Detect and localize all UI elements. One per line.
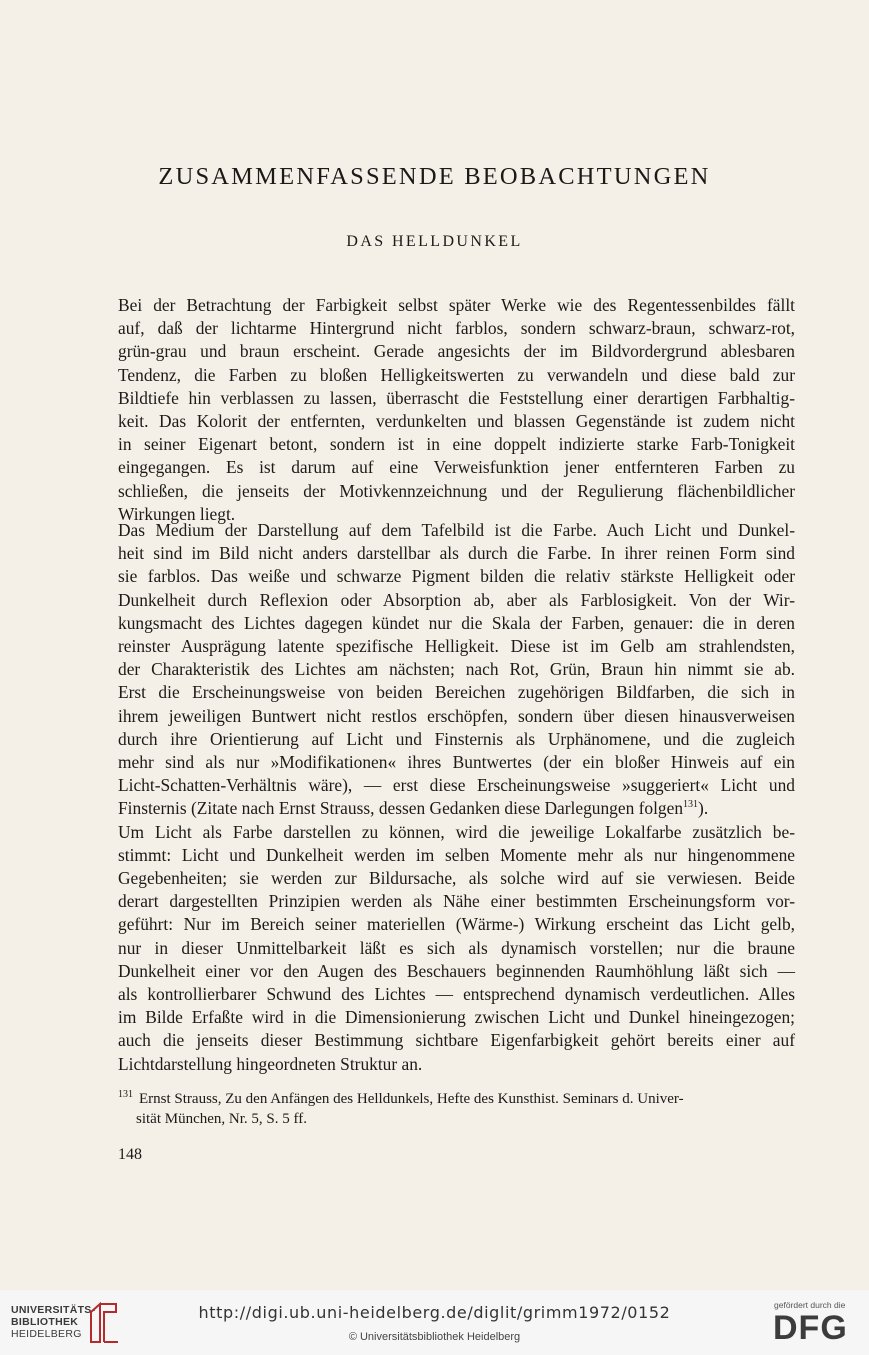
text-line: Wirkungen liegt. [118,503,236,524]
footnote-number: 131 [118,1089,133,1100]
page-number: 148 [118,1146,142,1163]
paragraph-1-text [118,294,795,526]
text-line: kungsmacht des Lichtes dagegen kündet nur die Skala der Farben, genauer: die in deren [118,612,795,633]
text-line: geführt: Nur im Bereich seiner materiellen (Wärme-) Wirkung erscheint das Licht gelb, [118,914,795,935]
text-line: als kontrollierbarer Schwund des Lichtes — entsprechend dynamisch verdeutlichen. Alles [118,984,795,1005]
text-line: nur in dieser Unmittelbarkeit läßt es sich als dynamisch vorstellen; nur die braune [118,937,795,958]
chapter-title: ZUSAMMENFASSENDE BEOBACHTUNGEN [158,163,711,190]
text-line: keit. Das Kolorit der entfernten, verdunkelten und blassen Gegenstände ist zudem nicht [118,411,795,432]
paragraph-2-text [118,519,795,1076]
copyright-notice: © Universitätsbibliothek Heidelberg [348,1331,521,1343]
footnote-reference[interactable]: 131 [683,799,699,811]
text-line: ihrem jeweiligen Buntwert nicht restlos erschöpfen, sondern über diesen hinausverweisen [118,705,795,726]
text-line: auch die jenseits dieser Bestimmung sichtbare Eigenfarbigkeit gehört bereits einer auf [118,1030,795,1051]
text-line: schließen, die jenseits der Motivkennzeichnung und der Regulierung flächenbildlicher [118,480,795,501]
library-name-line-3: HEIDELBERG [11,1328,82,1340]
footnote-ref-suffix: ). [698,798,709,819]
text-line: im Bilde Erfaßte wird in die Dimensionierung zwischen Licht und Dunkel hineingezogen; [118,1007,795,1028]
text-line: durch ihre Orientierung auf Licht und Finsternis als Urphänomene, und die zugleich [118,728,795,749]
text-line: sie farblos. Das weiße und schwarze Pigment bilden die relativ stärkste Helligkeit oder [118,566,795,587]
text-line: Finsternis (Zitate nach Ernst Strauss, dessen Gedanken diese Darlegungen folgen$^{131}$). [118,798,709,819]
text-line: Licht-Schatten-Verhältnis wäre), — erst diese Erscheinungsweise »suggeriert« Licht und [118,775,795,796]
text-line: Lichtdarstellung hingeordneten Struktur an. [118,1053,423,1074]
text-line: Bildtiefe hin verblassen zu lassen, überrascht die Feststellung einer derartigen Farbhaltig- [118,387,795,408]
text-line: grün-grau und braun erscheint. Gerade angesichts der im Bildvordergrund ablesbaren [118,341,795,362]
dfg-logo[interactable]: DFG [773,1309,848,1347]
library-name-line-2: BIBLIOTHEK [11,1316,79,1328]
text-line: mehr sind als nur »Modifikationen« ihres Buntwertes (der ein bloßer Hinweis auf ein [118,752,795,773]
text-line: Um Licht als Farbe darstellen zu können, wird die jeweilige Lokalfarbe zusätzlich be- [118,821,795,842]
footnote-line-1: Ernst Strauss, Zu den Anfängen des Helldunkels, Hefte des Kunsthist. Seminars d. Univer- [139,1091,684,1107]
text-line: Gegebenheiten; sie werden zur Bildursache, als solche wird auf sie verwiesen. Beide [118,868,795,889]
paragraph-1 [118,294,795,526]
paragraph-2 [118,519,795,1076]
text-line: auf, daß der lichtarme Hintergrund nicht farblos, sondern schwarz-braun, schwarz-rot, [118,318,795,339]
text-line: der Charakteristik des Lichtes am nächsten; nach Rot, Grün, Braun hin nimmt sie ab. [118,659,795,680]
text-line: in seiner Eigenart betont, sondern ist in eine doppelt indizierte starke Farb-Tonigkeit [118,434,795,455]
text-line: reinster Ausprägung latente spezifische Helligkeit. Diese ist im Gelb am strahlendsten, [118,636,795,657]
footer-bar [0,1290,869,1355]
text-line: eingegangen. Es ist darum auf eine Verweisfunktion jener entfernteren Farben zu [118,457,795,478]
footnote-line-2: sität München, Nr. 5, S. 5 ff. [136,1111,307,1127]
funding-caption: gefördert durch die [774,1300,846,1310]
text-line: stimmt: Licht und Dunkelheit werden im selben Momente mehr als nur hingenommene [118,844,795,865]
text-line: Dunkelheit durch Reflexion oder Absorption ab, aber als Farblosigkeit. Von der Wir- [118,589,795,610]
library-name-line-1: UNIVERSITÄTS- [11,1304,96,1316]
text-line: Das Medium der Darstellung auf dem Tafelbild ist die Farbe. Auch Licht und Dunkel- [118,520,795,540]
text-line: heit sind im Bild nicht anders darstellbar als durch die Farbe. In ihrer reinen Form sind [118,543,795,564]
footnote [118,1085,795,1129]
text-line: derart dargestellten Prinzipien werden als Nähe einer bestimmten Erscheinungsform vor- [118,891,795,912]
text-line: Tendenz, die Farben zu bloßen Helligkeitswerten zu verwandeln und diese bald zur [118,364,795,385]
text-line: Erst die Erscheinungsweise von beiden Bereichen zugehörigen Bildfarben, die sich in [118,682,795,703]
document-url-link[interactable]: http://digi.ub.uni-heidelberg.de/diglit/grimm1972/0152 [198,1303,671,1322]
text-line: Dunkelheit einer vor den Augen des Beschauers beginnenden Raumhöhlung läßt sich — [118,960,795,981]
text-line: Bei der Betrachtung der Farbigkeit selbst später Werke wie des Regentessenbildes fällt [118,295,795,315]
section-title: DAS HELLDUNKEL [346,233,523,250]
